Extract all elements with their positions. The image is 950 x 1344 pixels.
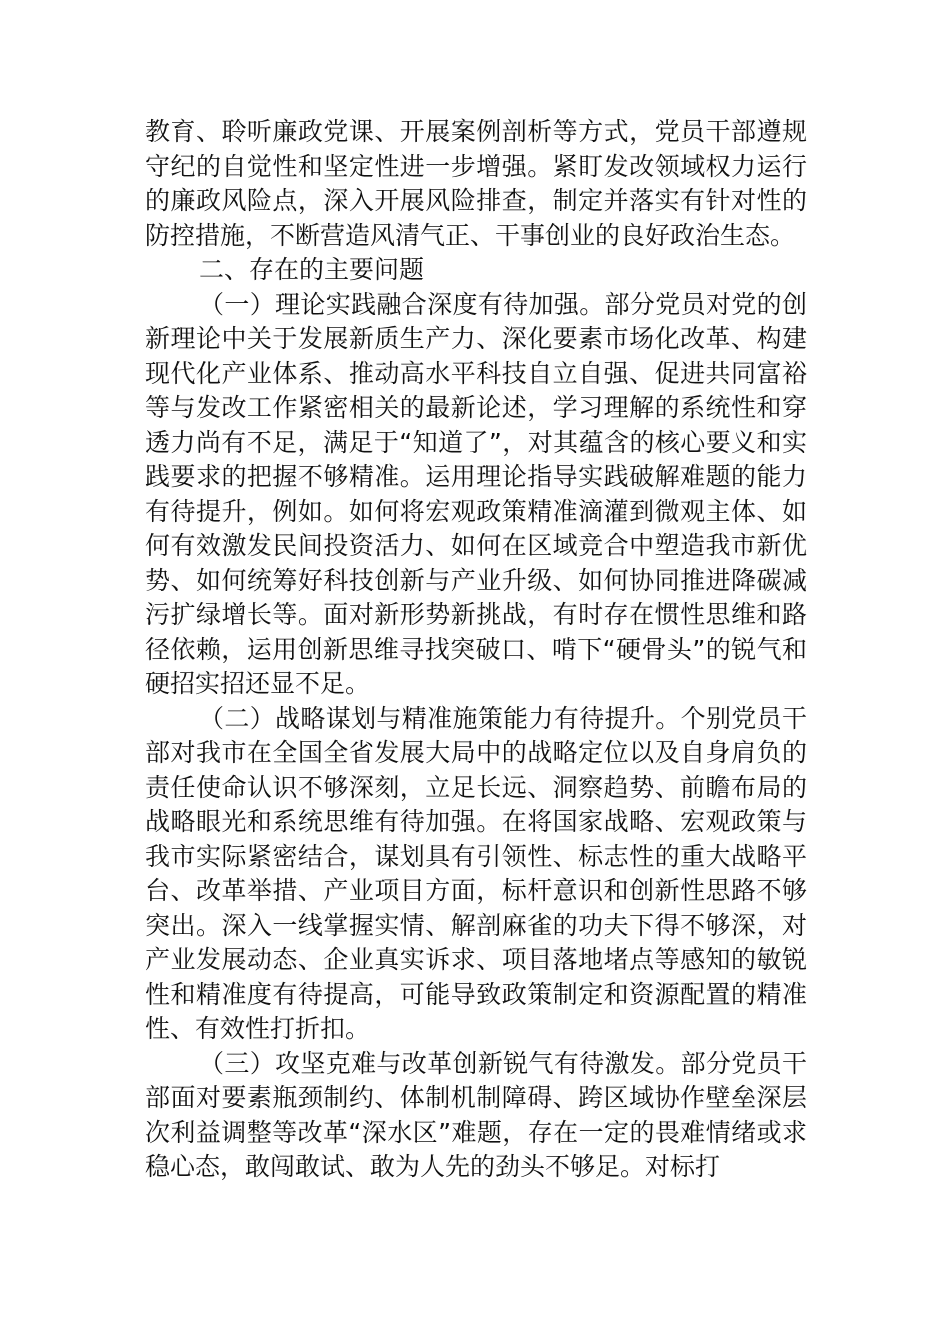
- paragraph-issue-2: （二）战略谋划与精准施策能力有待提升。个别党员干部对我市在全国全省发展大局中的战略定位以及自身肩负的责任使命认识不够深刻，立足长远、洞察趋势、前瞻布局的战略眼光和系统思维有待加强。在将国家战略、宏观政策与我市实际紧密结合，谋划具有引领性、标志性的重大战略平台、改革举措、产业项目方面，标杆意识和创新性思路不够突出。深入一线掌握实情、解剖麻雀的功夫下得不够深，对产业发展动态、企业真实诉求、项目落地堵点等感知的敏锐性和精准度有待提高，可能导致政策制定和资源配置的精准性、有效性打折扣。: [145, 703, 807, 1043]
- paragraph-issue-1: （一）理论实践融合深度有待加强。部分党员对党的创新理论中关于发展新质生产力、深化要素市场化改革、构建现代化产业体系、推动高水平科技自立自强、促进共同富裕等与发改工作紧密相关的最新论述，学习理解的系统性和穿透力尚有不足，满足于“知道了”，对其蕴含的核心要义和实践要求的把握不够精准。运用理论指导实践破解难题的能力有待提升，例如。如何将宏观政策精准滴灌到微观主体、如何有效激发民间投资活力、如何在区域竞合中塑造我市新优势、如何统筹好科技创新与产业升级、如何协同推进降碳减污扩绿增长等。面对新形势新挑战，有时存在惯性思维和路径依赖，运用创新思维寻找突破口、啃下“硬骨头”的锐气和硬招实招还显不足。: [145, 289, 807, 698]
- paragraph-issue-3: （三）攻坚克难与改革创新锐气有待激发。部分党员干部面对要素瓶颈制约、体制机制障碍、跨区域协作壁垒深层次利益调整等改革“深水区”难题，存在一定的畏难情绪或求稳心态，敢闯敢试、敢为人先的劲头不够足。对标打: [145, 1048, 807, 1181]
- document-body: [145, 115, 807, 1185]
- section-heading: 二、存在的主要问题: [199, 255, 425, 284]
- paragraph-continued: 教育、聆听廉政党课、开展案例剖析等方式，党员干部遵规守纪的自觉性和坚定性进一步增强。紧盯发改领域权力运行的廉政风险点，深入开展风险排查，制定并落实有针对性的防控措施，不断营造风清气正、干事创业的良好政治生态。: [145, 117, 807, 250]
